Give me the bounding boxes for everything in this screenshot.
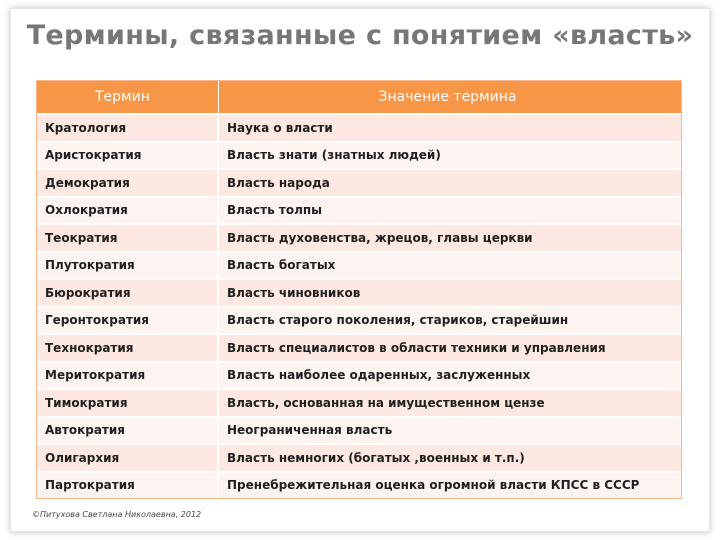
column-header-meaning: Значение термина: [218, 81, 681, 114]
term-cell: Автократия: [37, 417, 218, 445]
table-row: [37, 472, 681, 499]
meaning-cell: Власть старого поколения, стариков, старейшин: [218, 307, 681, 335]
term-cell: Плутократия: [37, 252, 218, 280]
table-row: [37, 279, 681, 307]
meaning-cell: Власть немногих (богатых ,военных и т.п.): [218, 444, 681, 472]
terms-table-container: [36, 80, 682, 499]
term-cell: Технократия: [37, 334, 218, 362]
table-row: [37, 252, 681, 280]
meaning-cell: Власть духовенства, жрецов, главы церкви: [218, 224, 681, 252]
table-row: [37, 197, 681, 225]
author-credit: ©Питухова Светлана Николаевна, 2012: [32, 510, 202, 519]
meaning-cell: Власть знати (знатных людей): [218, 142, 681, 170]
table-row: [37, 169, 681, 197]
meaning-cell: Наука о власти: [218, 114, 681, 142]
meaning-cell: Власть богатых: [218, 252, 681, 280]
meaning-cell: Власть, основанная на имущественном цензе: [218, 389, 681, 417]
term-cell: Тимократия: [37, 389, 218, 417]
table-row: [37, 334, 681, 362]
meaning-cell: Неограниченная власть: [218, 417, 681, 445]
table-row: [37, 307, 681, 335]
table-row: [37, 417, 681, 445]
table-row: [37, 142, 681, 170]
term-cell: Теократия: [37, 224, 218, 252]
meaning-cell: Власть народа: [218, 169, 681, 197]
meaning-cell: Власть наиболее одаренных, заслуженных: [218, 362, 681, 390]
term-cell: Олигархия: [37, 444, 218, 472]
table-row: [37, 114, 681, 142]
table-row: [37, 362, 681, 390]
table-row: [37, 224, 681, 252]
term-cell: Геронтократия: [37, 307, 218, 335]
meaning-cell: Власть чиновников: [218, 279, 681, 307]
page-title: Термины, связанные с понятием «власть»: [26, 20, 694, 51]
term-cell: Охлократия: [37, 197, 218, 225]
table-row: [37, 444, 681, 472]
terms-table: [37, 81, 681, 498]
table-row: [37, 389, 681, 417]
term-cell: Кратология: [37, 114, 218, 142]
column-header-term: Термин: [37, 81, 218, 114]
table-body: [37, 114, 681, 498]
table-header: [37, 81, 681, 114]
term-cell: Аристократия: [37, 142, 218, 170]
term-cell: Бюрократия: [37, 279, 218, 307]
meaning-cell: Власть толпы: [218, 197, 681, 225]
header-row: [37, 81, 681, 114]
term-cell: Меритократия: [37, 362, 218, 390]
term-cell: Демократия: [37, 169, 218, 197]
meaning-cell: Пренебрежительная оценка огромной власти КПСС в СССР: [218, 472, 681, 499]
meaning-cell: Власть специалистов в области техники и управления: [218, 334, 681, 362]
term-cell: Партократия: [37, 472, 218, 499]
